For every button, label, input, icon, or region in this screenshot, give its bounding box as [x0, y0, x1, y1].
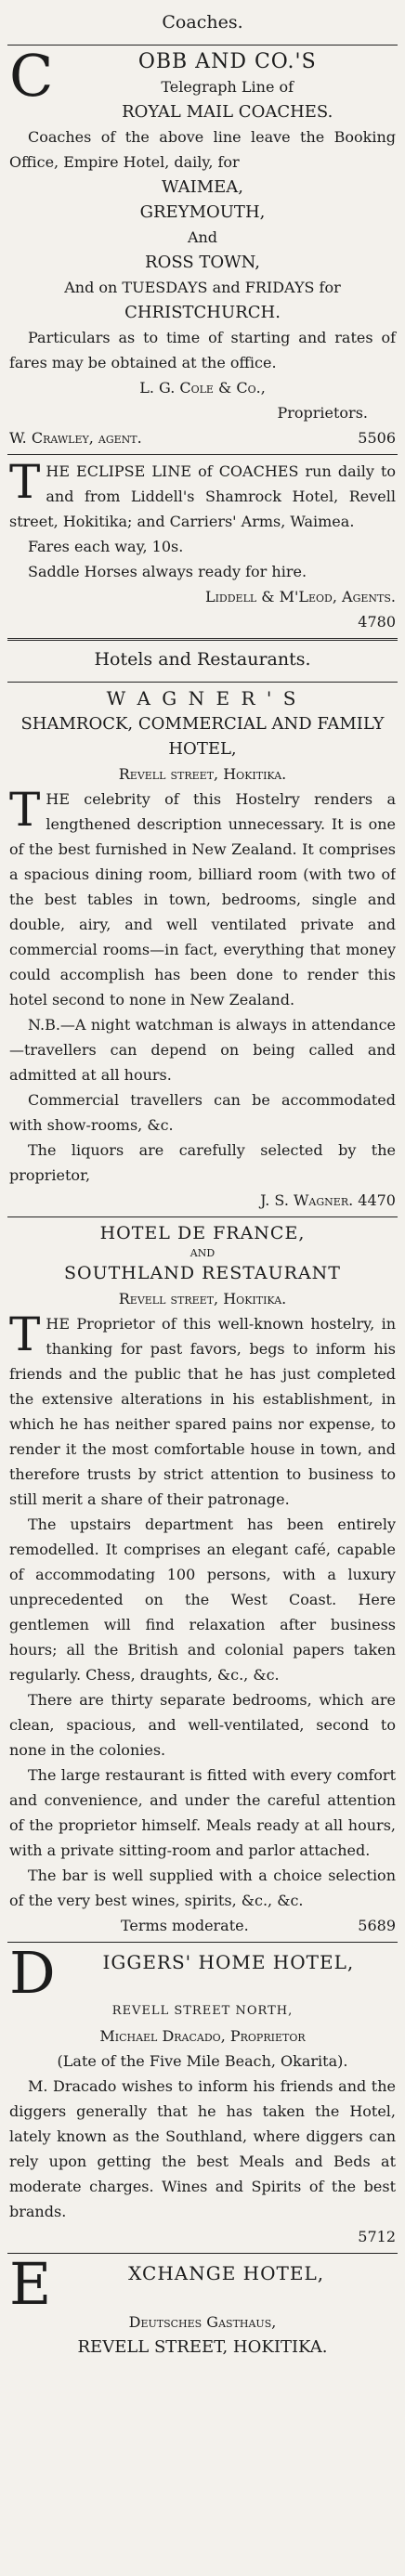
ad-text: HE Proprietor of this well-known hostelry, in thanking for past favors, begs to inform his friends and the public that he has just completed the extensive alterations in his establishment, in which he has neither spared pains nor expense, to render it the most comfortable house in town, and therefore trusts by strict attention to business to still merit a share of their patronage. [9, 1315, 396, 1508]
drop-cap: T [9, 1311, 41, 1361]
drop-cap: E [9, 2257, 52, 2309]
ad-text: Particulars as to time of starting and rates of fares may be obtained at the office. [9, 329, 396, 371]
ad-number: 5689 [358, 1917, 396, 1934]
destination: ROSS TOWN, [145, 253, 260, 272]
ad-conjunction: AND [189, 1247, 216, 1259]
ad-text: HE ECLIPSE LINE of COACHES run daily to and from Liddell's Shamrock Hotel, Revell street, Hokitika; and Carriers' Arms, Waimea. [9, 462, 396, 530]
terms: Terms moderate. [121, 1917, 249, 1934]
signature: J. S. Wagner. 4470 [260, 1191, 396, 1209]
destination: WAIMEA, [161, 177, 243, 197]
ad-subtitle: SHAMROCK, COMMERCIAL AND FAMILY HOTEL, [20, 714, 385, 759]
drop-cap: D [9, 1946, 56, 1998]
ad-subtitle: Deutsches Gasthaus, [128, 2313, 277, 2331]
drop-cap: T [9, 787, 41, 837]
ad-number: 4780 [358, 613, 396, 631]
ad-title: HOTEL DE FRANCE, [99, 1223, 306, 1243]
ad-text: The bar is well supplied with a choice selection of the very best wines, spirits, &c., &c. [9, 1867, 396, 1909]
ad-text: The large restaurant is fitted with every comfort and convenience, and under the careful attention of the proprietor himself. Meals ready at all hours, with a private sitting-room and parlor attached. [9, 1766, 396, 1859]
ad-number: 5712 [358, 2228, 396, 2245]
agent-name: W. Crawley, agent. [9, 429, 142, 447]
proprietor-label: Proprietors. [277, 404, 368, 422]
newspaper-page [4, 0, 401, 2363]
ad-title: OBB AND CO.'S [137, 50, 317, 73]
ad-text: And on TUESDAYS and FRIDAYS for [64, 279, 341, 296]
ad-text: N.B.—A night watchman is always in attendance—travellers can depend on being called and admitted at all hours. [9, 1016, 396, 1084]
ad-text: And [187, 228, 218, 246]
proprietor-name: Michael Dracado, Proprietor [99, 2027, 306, 2045]
ad-text: HE celebrity of this Hostelry renders a lengthened description unnecessary. It is one of the best furnished in New Zealand. It comprises a spacious dining room, billiard room (with two of the best tables in town, bedrooms, single and double, airy, and well ventilated private and commercial rooms—in fact, everything that money could accomplish has been done to render this hotel second to none in New Zealand. [9, 790, 396, 1008]
address: Revell street, Hokitika. [118, 765, 287, 783]
address: REVELL STREET NORTH, [111, 2004, 294, 2018]
destination: GREYMOUTH, [139, 202, 266, 222]
ad-subtitle: Telegraph Line of [161, 78, 294, 96]
drop-cap: C [9, 49, 54, 110]
section-heading-hotels: Hotels and Restaurants. [94, 649, 311, 670]
ad-text: Coaches of the above line leave the Booking Office, Empire Hotel, daily, for [9, 128, 396, 171]
ad-number: 5506 [358, 429, 396, 447]
ad-text: M. Dracado wishes to inform his friends and the diggers generally that he has taken the Hotel, lately known as the Southland, where diggers can rely upon getting the best Meals and Beds at moderate charges. Wines and Spirits of the best brands. [9, 2077, 396, 2220]
ad-wagners-hotel [7, 683, 398, 1216]
destination: CHRISTCHURCH. [124, 303, 281, 322]
ad-title: IGGERS' HOME HOTEL, [102, 1951, 355, 1973]
ad-text: Fares each way, 10s. [28, 538, 184, 555]
ad-text: The upstairs department has been entirely remodelled. It comprises an elegant café, capable of accommodating 100 persons, with a luxury unprecedented on the West Coast. Here gentlemen will find relaxation after business hours; all the British and colonial papers taken regularly. Chess, draughts, &c., &c. [9, 1516, 396, 1684]
ad-text: The liquors are carefully selected by the proprietor, [9, 1141, 396, 1184]
ad-title: XCHANGE HOTEL, [128, 2262, 325, 2284]
drop-cap: T [9, 459, 41, 509]
ad-cobb-and-co [7, 46, 398, 454]
proprietor-name: L. G. Cole & Co., [139, 379, 266, 397]
address: Revell street, Hokitika. [118, 1290, 287, 1308]
agents-name: Liddell & M'Leod, Agents. [204, 588, 396, 605]
ad-title: W A G N E R ' S [106, 687, 299, 709]
ad-text: Saddle Horses always ready for hire. [28, 563, 307, 580]
section-heading-coaches: Coaches. [162, 12, 243, 33]
ad-subtitle: SOUTHLAND RESTAURANT [64, 1263, 341, 1283]
ad-text: (Late of the Five Mile Beach, Okarita). [57, 2052, 348, 2070]
ad-eclipse-coaches [7, 455, 398, 638]
ad-subtitle: ROYAL MAIL COACHES. [122, 102, 333, 122]
ad-exchange-hotel [7, 2254, 398, 2363]
ad-diggers-home-hotel [7, 1943, 398, 2253]
address: REVELL STREET, HOKITIKA. [77, 2337, 328, 2357]
ad-hotel-de-france [7, 1217, 398, 1942]
ad-text: Commercial travellers can be accommodated with show-rooms, &c. [9, 1091, 396, 1134]
ad-text: There are thirty separate bedrooms, which are clean, spacious, and well-ventilated, second to none in the colonies. [9, 1691, 396, 1759]
